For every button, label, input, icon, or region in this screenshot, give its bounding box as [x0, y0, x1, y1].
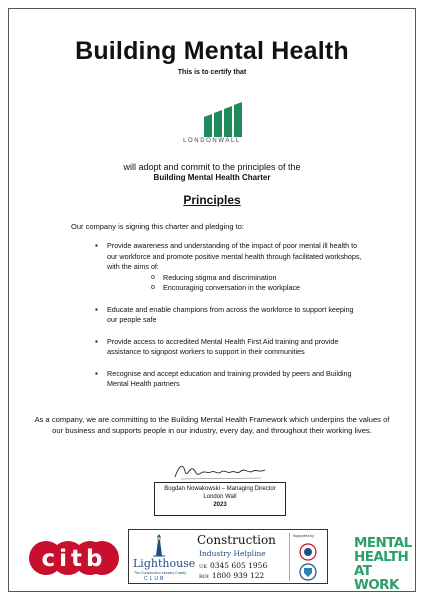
intro-text: Our company is signing this charter and pledging to: — [71, 222, 245, 231]
certificate-page — [8, 8, 416, 592]
bullet-text: Provide awareness and understanding of the impact of poor mental ill health to our workforce and promote positive mental health through facilitated workshops, with the aims of: — [107, 241, 362, 271]
bullet-text: Provide access to accredited Mental Health First Aid training and provide assistance to signpost workers to support in their communities — [107, 336, 339, 356]
shield-seal-icon — [298, 563, 318, 581]
signature-icon — [171, 461, 271, 481]
adopt-statement: will adopt and commit to the principles of the — [123, 162, 301, 172]
mhaw-line: AT WORK — [354, 563, 399, 593]
list-item — [95, 337, 365, 358]
lighthouse-subtitle: The Construction Industry Charity — [134, 571, 187, 575]
principles-list — [95, 241, 365, 401]
charter-name: Building Mental Health Charter — [153, 173, 271, 182]
signatory-year: 2023 — [213, 502, 227, 508]
helpline-title: Construction — [197, 533, 276, 547]
certify-line: This is to certify that — [177, 69, 247, 76]
uk-prefix: UK — [199, 564, 207, 570]
mhaw-line: MENTAL — [354, 535, 412, 551]
signatory-box — [154, 482, 286, 516]
sub-list — [107, 273, 365, 294]
partner-logo-box — [128, 529, 328, 584]
lighthouse-name: Lighthouse — [133, 557, 196, 570]
list-item — [95, 241, 365, 294]
bullet-text: Educate and enable champions from across the workforce to support keeping our people safe — [107, 304, 354, 324]
sub-list-item: o Reducing stigma and discrimination — [151, 273, 365, 284]
roi-number: 1800 939 122 — [211, 571, 265, 580]
lighthouse-icon — [151, 534, 167, 558]
list-item — [95, 305, 365, 326]
list-item — [95, 369, 365, 390]
helpline-subtitle: Industry Helpline — [199, 549, 266, 558]
uk-number: 0345 605 1956 — [209, 561, 268, 570]
principles-heading: Principles — [183, 193, 241, 207]
supported-by-label: Supported by — [293, 534, 314, 538]
signatory-name: Bogdan Nowakowski – Managing Director — [164, 486, 276, 492]
bullet-text: Recognise and accept education and training provided by peers and Building Mental Health partners — [107, 368, 352, 388]
mhaw-line: HEALTH — [354, 549, 409, 565]
citb-logo-icon — [28, 540, 120, 576]
company-logo-text: LONDONWALL — [183, 138, 241, 144]
charity-seal-icon — [298, 543, 318, 561]
citb-text: citb — [41, 546, 107, 572]
helpline-roi-number — [199, 571, 264, 580]
roi-prefix: ROI — [199, 574, 209, 580]
mental-health-at-work-logo — [354, 535, 418, 593]
supported-by-area — [289, 533, 326, 581]
certificate-title: Building Mental Health — [75, 37, 349, 65]
lighthouse-club: CLUB — [144, 576, 166, 582]
helpline-uk-number — [199, 561, 267, 570]
commitment-statement: As a company, we are committing to the Building Mental Health Framework which underpins the values of our business and supports people in our industry, every day, and throughout their working lives. — [34, 415, 390, 435]
sub-list-item: o Encouraging conversation in the workplace — [151, 283, 365, 294]
signatory-company: London Wall — [203, 494, 237, 500]
